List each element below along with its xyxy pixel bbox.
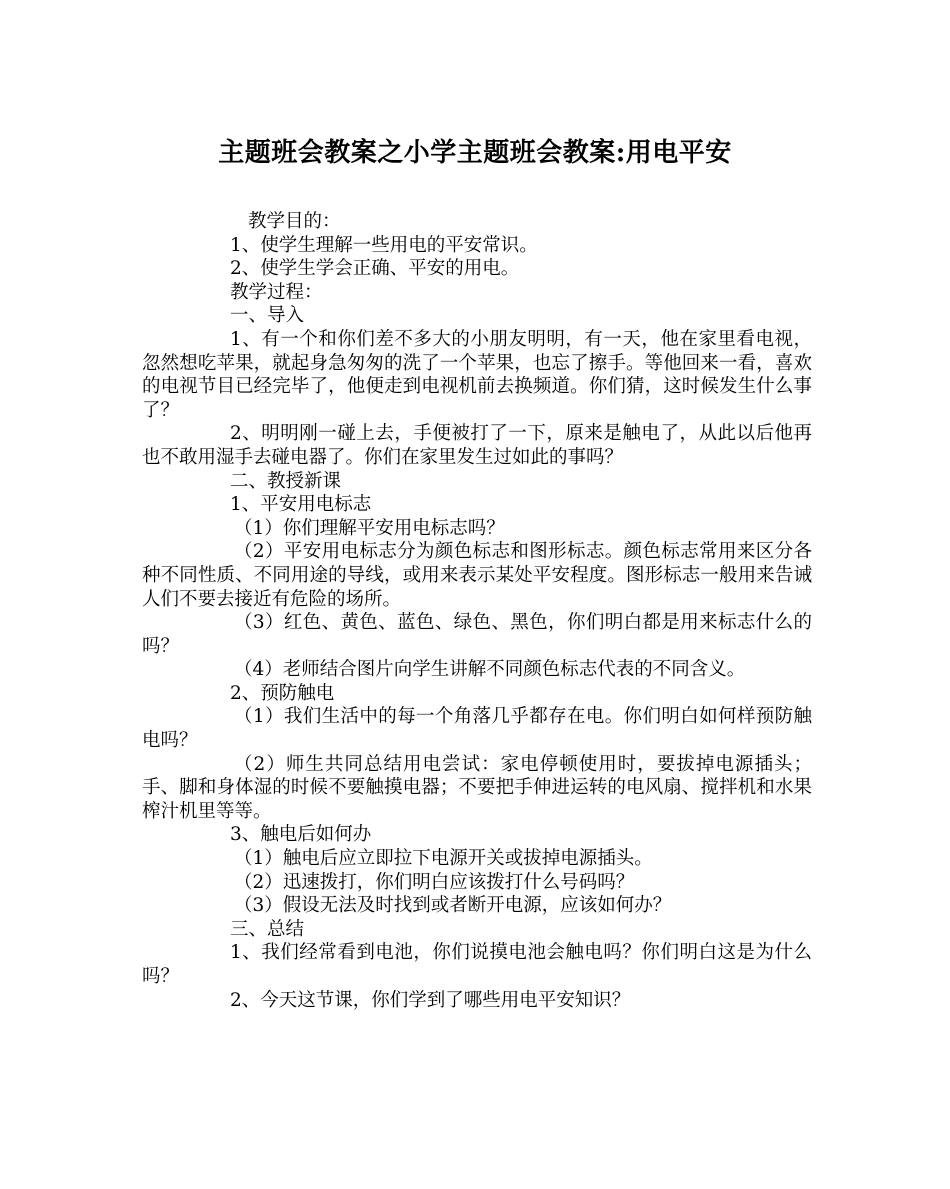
- paragraph: 2、使学生学会正确、平安的用电。: [230, 258, 520, 280]
- paragraph: 教学过程：: [230, 281, 323, 303]
- paragraph: 1、有一个和你们差不多大的小朋友明明，有一天，他在家里看电视，忽然想吃苹果，就起身急匆匆的洗了一个苹果，也忘了擦手。等他回来一看，喜欢的电视节目已经完毕了，他便走到电视机前去换频道。你们猜，这时候发生什么事了？: [142, 328, 812, 421]
- paragraph: 教学目的：: [248, 211, 341, 232]
- paragraph: 二、教授新课: [230, 470, 342, 492]
- document-body: [142, 210, 812, 1012]
- paragraph: （3）红色、黄色、蓝色、绿色、黑色，你们明白都是用来标志什么的吗？: [142, 612, 812, 657]
- paragraph: （1）我们生活中的每一个角落几乎都存在电。你们明白如何样预防触电吗？: [142, 706, 812, 752]
- paragraph: （2）平安用电标志分为颜色标志和图形标志。颜色标志常用来区分各种不同性质、不同用途的导线，或用来表示某处平安程度。图形标志一般用来告诫人们不要去接近有危险的场所。: [142, 541, 812, 610]
- paragraph: 2、预防触电: [230, 682, 335, 704]
- paragraph: 2、今天这节课，你们学到了哪些用电平安知识？: [230, 989, 631, 1011]
- paragraph: 1、我们经常看到电池，你们说摸电池会触电吗？你们明白这是为什么吗？: [142, 942, 812, 987]
- paragraph: 一、导入: [230, 305, 305, 327]
- document-title: 主题班会教案之小学主题班会教案:用电平安: [218, 138, 732, 168]
- paragraph: （1）触电后应立即拉下电源开关或拔掉电源插头。: [234, 848, 653, 870]
- paragraph: （3）假设无法及时找到或者断开电源，应该如何办？: [234, 895, 672, 917]
- paragraph: 1、平安用电标志: [230, 494, 372, 516]
- paragraph: 三、总结: [230, 918, 305, 940]
- paragraph: 3、触电后如何办: [230, 824, 372, 846]
- paragraph: （2）师生共同总结用电尝试：家电停顿使用时，要拔掉电源插头；手、脚和身体湿的时候不要触摸电器；不要把手伸进运转的电风扇、搅拌机和水果榨汁机里等等。: [142, 753, 812, 822]
- paragraph: （4）老师结合图片向学生讲解不同颜色标志代表的不同含义。: [234, 659, 746, 681]
- paragraph: 2、明明刚一碰上去，手便被打了一下，原来是触电了，从此以后他再也不敢用湿手去碰电器了。你们在家里发生过如此的事吗？: [142, 423, 812, 468]
- paragraph: 1、使学生理解一些用电的平安常识。: [230, 234, 538, 256]
- paragraph: （2）迅速拨打，你们明白应该拨打什么号码吗？: [234, 871, 635, 893]
- paragraph: （1）你们理解平安用电标志吗？: [234, 517, 505, 539]
